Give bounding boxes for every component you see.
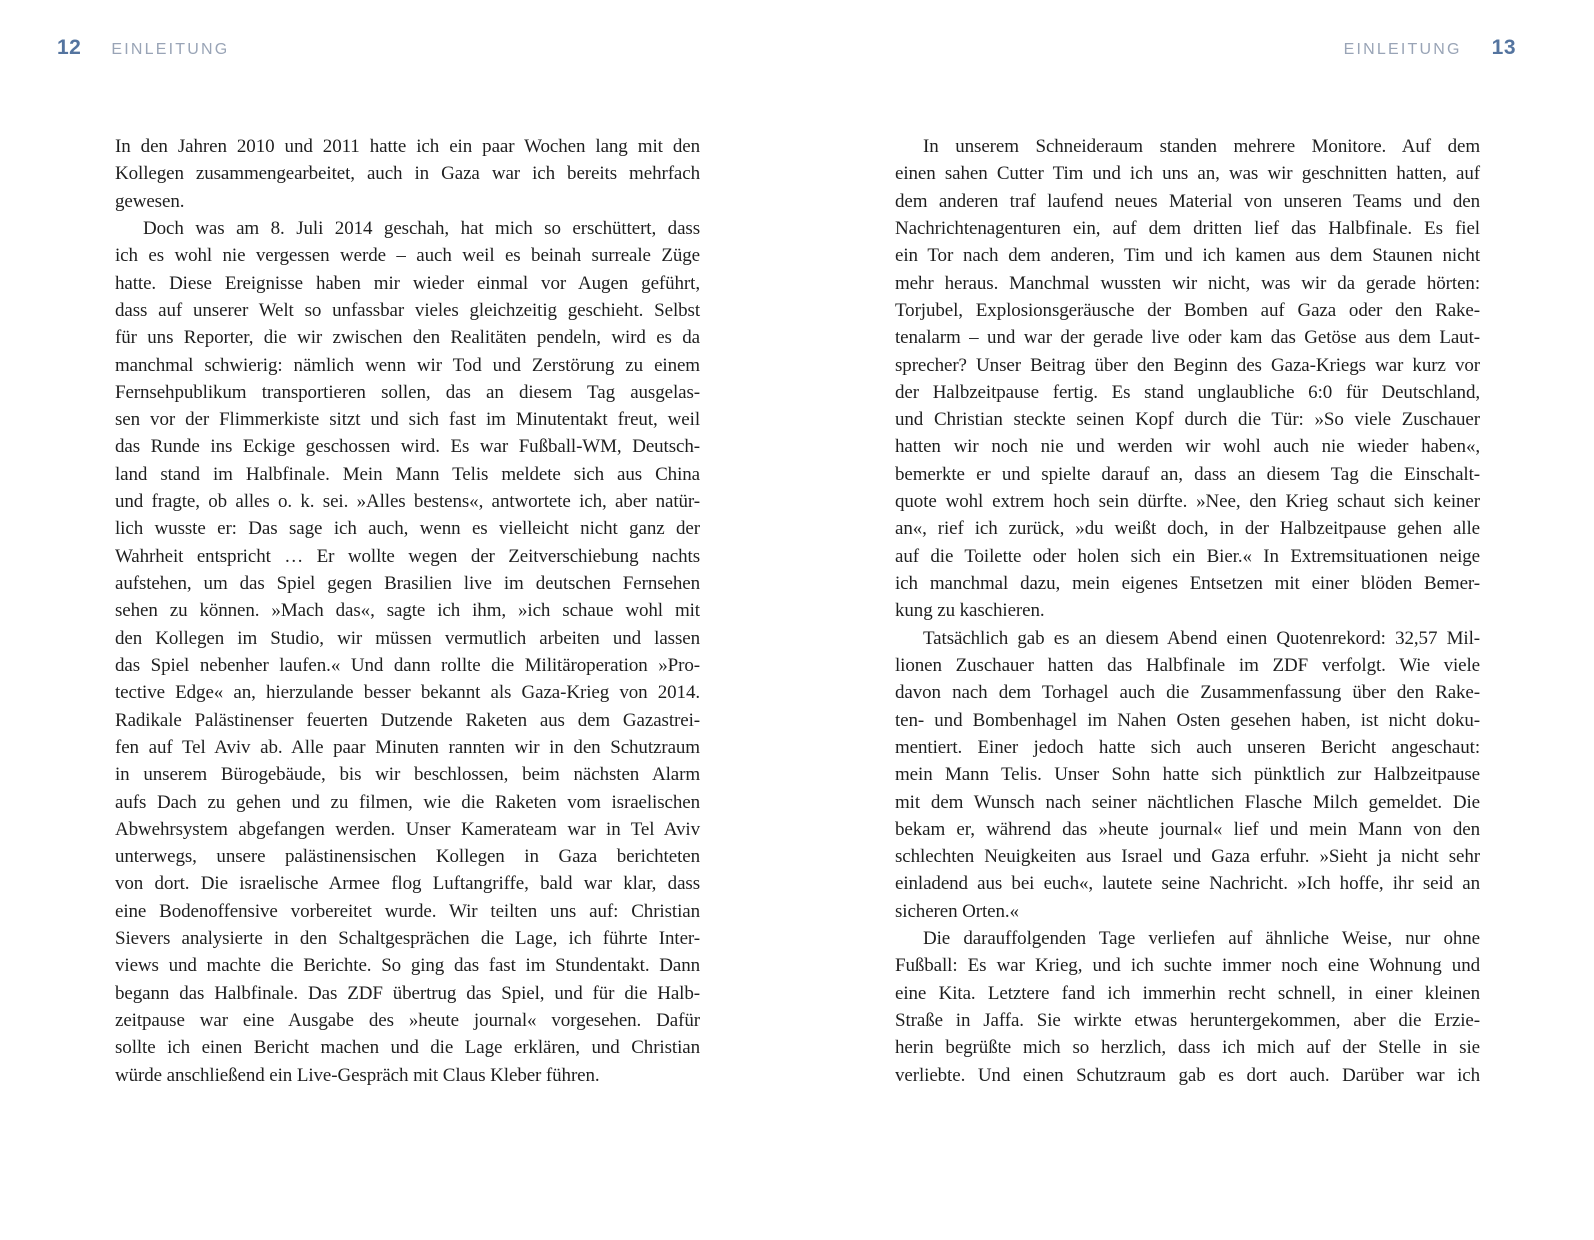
text-line: und fragte, ob alles o. k. sei. »Alles bestens«, antwortete ich, aber natür- xyxy=(115,491,700,513)
text-line: begann das Halbfinale. Das ZDF übertrug das Spiel, und für die Halb- xyxy=(115,982,700,1004)
text-line: unterwegs, unsere palästinensischen Kollegen in Gaza berichteten xyxy=(115,846,700,868)
text-line: mehr heraus. Manchmal wussten wir nicht, was wir da gerade hörten: xyxy=(895,272,1480,294)
text-line: Tatsächlich gab es an diesem Abend einen Quotenrekord: 32,57 Mil- xyxy=(923,627,1480,649)
text-line: Kollegen zusammengearbeitet, auch in Gaza war ich bereits mehrfach xyxy=(115,163,700,185)
text-line: Fernsehpublikum transportieren sollen, das an diesem Tag ausgelas- xyxy=(115,381,700,403)
text-line: der Halbzeitpause fertig. Es stand unglaubliche 6:0 für Deutschland, xyxy=(895,381,1480,403)
text-line: dem anderen traf laufend neues Material von unseren Teams und den xyxy=(895,190,1480,212)
text-line: land stand im Halbfinale. Mein Mann Telis meldete sich aus China xyxy=(115,463,700,485)
text-line: das Runde ins Eckige geschossen wird. Es war Fußball-WM, Deutsch- xyxy=(115,436,700,458)
page-header-left xyxy=(57,36,229,60)
text-line: Wahrheit entspricht … Er wollte wegen der Zeitverschiebung nachts xyxy=(115,545,700,567)
text-line: Straße in Jaffa. Sie wirkte etwas heruntergekommen, aber die Erzie- xyxy=(895,1010,1480,1031)
text-line: Abwehrsystem abgefangen werden. Unser Kamerateam war in Tel Aviv xyxy=(115,818,700,840)
text-line: In den Jahren 2010 und 2011 hatte ich ein paar Wochen lang mit den xyxy=(115,136,700,157)
page-number-left: 12 xyxy=(57,36,82,59)
page-12-text xyxy=(115,133,700,1089)
text-line: tective Edge« an, hierzulande besser bekannt als Gaza-Krieg von 2014. xyxy=(115,682,700,704)
page-header-right xyxy=(1344,36,1516,60)
text-line: zeitpause war eine Ausgabe des »heute journal« vorgesehen. Dafür xyxy=(115,1010,700,1031)
text-line: Sievers analysierte in den Schaltgesprächen die Lage, ich führte Inter- xyxy=(115,928,700,950)
text-line: ein Tor nach dem anderen, Tim und ich kamen aus dem Staunen nicht xyxy=(895,245,1480,267)
running-title-right: EINLEITUNG xyxy=(1343,41,1462,58)
text-line: sollte ich einen Bericht machen und die Lage erklären, und Christian xyxy=(115,1037,700,1059)
text-line: aufs Dach zu gehen und zu filmen, wie die Raketen vom israelischen xyxy=(115,791,700,813)
text-line: kung zu kaschieren. xyxy=(895,600,1045,622)
text-line: in unserem Bürogebäude, bis wir beschlossen, beim nächsten Alarm xyxy=(115,764,700,786)
page-number-right: 13 xyxy=(1491,36,1516,59)
text-line: hatte. Diese Ereignisse haben mir wieder einmal vor Augen geführt, xyxy=(115,272,700,294)
text-line: ten- und Bombenhagel im Nahen Osten gesehen haben, ist nicht doku- xyxy=(895,709,1480,731)
text-line: sicheren Orten.« xyxy=(895,900,1019,922)
text-line: bekam er, während das »heute journal« lief und mein Mann von den xyxy=(895,818,1480,840)
text-line: auf die Toilette oder holen sich ein Bier.« In Extremsituationen neige xyxy=(895,545,1480,567)
text-line: In unserem Schneideraum standen mehrere Monitore. Auf dem xyxy=(923,136,1480,157)
text-line: sen vor der Flimmerkiste sitzt und sich fast im Minutentakt freut, weil xyxy=(115,409,700,431)
running-title-left: EINLEITUNG xyxy=(111,41,230,58)
text-line: lich wusste er: Das sage ich auch, wenn es vielleicht nicht ganz der xyxy=(115,518,700,540)
text-line: Radikale Palästinenser feuerten Dutzende Raketen aus dem Gazastrei- xyxy=(115,709,700,731)
text-line: eine Kita. Letztere fand ich immerhin recht schnell, in einer kleinen xyxy=(895,982,1480,1004)
text-line: für uns Reporter, die wir zwischen den Realitäten pendeln, wird es da xyxy=(115,327,700,349)
text-line: mein Mann Telis. Unser Sohn hatte sich pünktlich zur Halbzeitpause xyxy=(895,764,1480,786)
text-line: Fußball: Es war Krieg, und ich suchte immer noch eine Wohnung und xyxy=(895,955,1480,977)
text-line: einen sahen Cutter Tim und ich uns an, was wir geschnitten hatten, auf xyxy=(895,163,1480,185)
text-line: würde anschließend ein Live-Gespräch mit Claus Kleber führen. xyxy=(115,1064,600,1086)
text-line: davon nach dem Torhagel auch die Zusammenfassung über den Rake- xyxy=(895,682,1480,704)
text-line: fen auf Tel Aviv ab. Alle paar Minuten rannten wir in den Schutzraum xyxy=(115,736,700,758)
text-line: Nachrichtenagenturen ein, auf dem dritten lief das Halbfinale. Es fiel xyxy=(895,217,1480,239)
text-line: das Spiel nebenher laufen.« Und dann rollte die Militäroperation »Pro- xyxy=(115,654,700,676)
text-line: mentiert. Einer jedoch hatte sich auch unseren Bericht angeschaut: xyxy=(895,736,1480,758)
text-line: an«, rief ich zurück, »du weißt doch, in der Halbzeitpause gehen alle xyxy=(895,518,1480,540)
text-line: gewesen. xyxy=(115,190,185,212)
page-13-text xyxy=(895,133,1480,1089)
text-line: manchmal schwierig: nämlich wenn wir Tod und Zerstörung zu einem xyxy=(115,354,700,376)
text-line: views und machte die Berichte. So ging das fast im Stundentakt. Dann xyxy=(115,955,700,977)
text-line: eine Bodenoffensive vorbereitet wurde. Wir teilten uns auf: Christian xyxy=(115,900,700,922)
text-line: verliebte. Und einen Schutzraum gab es dort auch. Darüber war ich xyxy=(895,1064,1480,1086)
text-line: bemerkte er und spielte darauf an, dass an diesem Tag die Einschalt- xyxy=(895,463,1480,485)
text-line: hatten wir noch nie und werden wir wohl auch nie wieder haben«, xyxy=(895,436,1480,458)
text-line: den Kollegen im Studio, wir müssen vermutlich arbeiten und lassen xyxy=(115,627,700,649)
text-line: lionen Zuschauer hatten das Halbfinale im ZDF verfolgt. Wie viele xyxy=(895,654,1480,676)
text-line: herin begrüßte mich so herzlich, dass ich mich auf der Stelle in sie xyxy=(895,1037,1480,1059)
text-line: dass auf unserer Welt so unfassbar vieles gleichzeitig geschieht. Selbst xyxy=(115,299,700,321)
text-line: einladend aus bei euch«, lautete seine Nachricht. »Ich hoffe, ihr seid an xyxy=(895,873,1480,895)
text-line: quote wohl extrem hoch sein dürfte. »Nee, den Krieg schaut sich keiner xyxy=(895,491,1480,513)
text-line: Torjubel, Explosionsgeräusche der Bomben auf Gaza oder den Rake- xyxy=(895,299,1480,321)
text-line: tenalarm – und war der gerade live oder kam das Getöse aus dem Laut- xyxy=(895,327,1480,349)
text-line: mit dem Wunsch nach seiner nächtlichen Flasche Milch gemeldet. Die xyxy=(895,791,1480,813)
text-line: von dort. Die israelische Armee flog Luftangriffe, bald war klar, dass xyxy=(115,873,700,895)
text-line: schlechten Neuigkeiten aus Israel und Gaza erfuhr. »Sieht ja nicht sehr xyxy=(895,846,1480,868)
text-line: Die darauffolgenden Tage verliefen auf ähnliche Weise, nur ohne xyxy=(923,928,1480,950)
text-line: ich manchmal dazu, mein eigenes Entsetzen mit einer blöden Bemer- xyxy=(895,573,1480,594)
text-line: sehen zu können. »Mach das«, sagte ich ihm, »ich schaue wohl mit xyxy=(115,600,700,622)
text-line: Doch was am 8. Juli 2014 geschah, hat mich so erschüttert, dass xyxy=(143,217,700,239)
text-line: sprecher? Unser Beitrag über den Beginn des Gaza-Kriegs war kurz vor xyxy=(895,354,1480,376)
text-line: aufstehen, um das Spiel gegen Brasilien live im deutschen Fernsehen xyxy=(115,573,700,594)
text-line: und Christian steckte seinen Kopf durch die Tür: »So viele Zuschauer xyxy=(895,409,1480,431)
text-line: ich es wohl nie vergessen werde – auch weil es beinah surreale Züge xyxy=(115,245,700,267)
